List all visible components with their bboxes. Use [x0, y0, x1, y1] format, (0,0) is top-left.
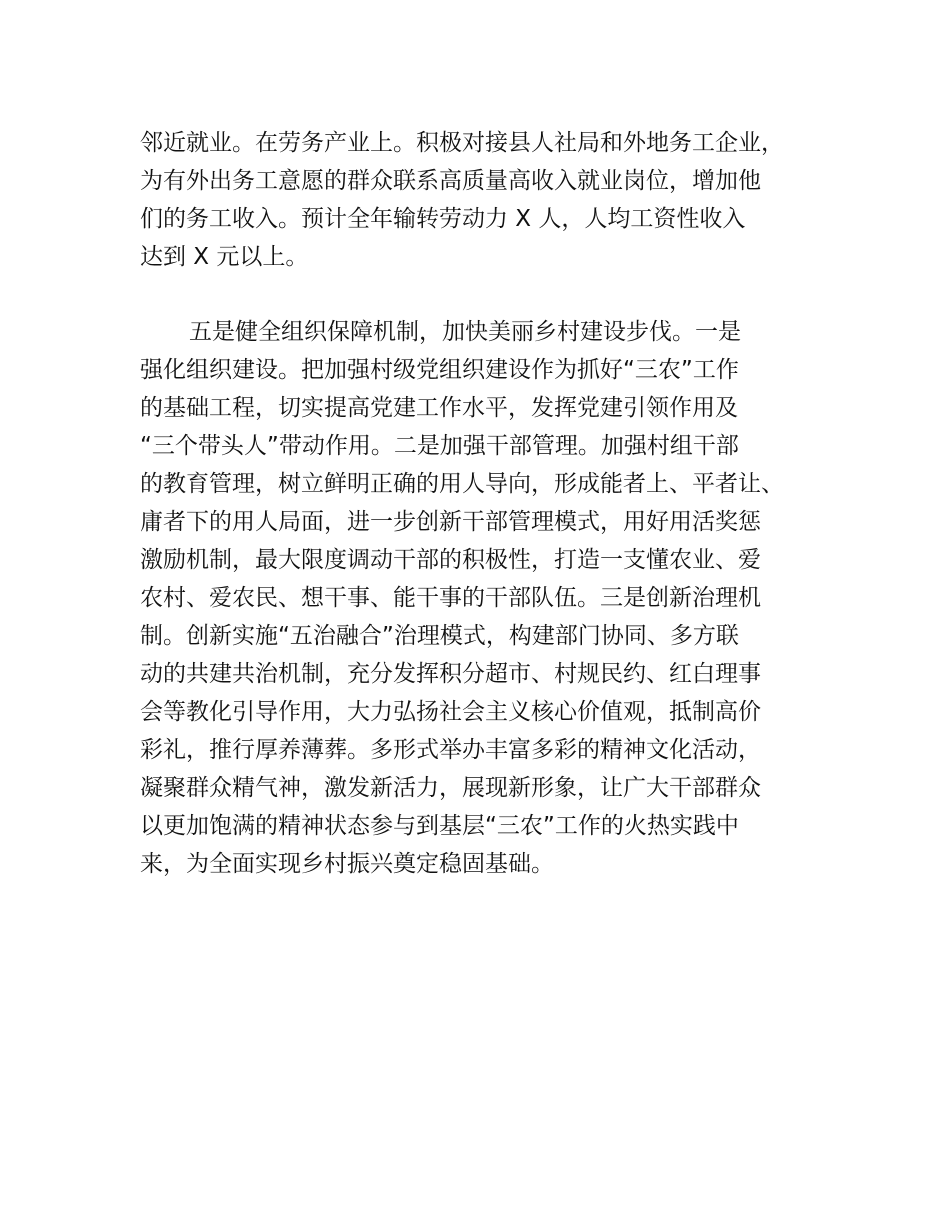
text-line: 凝聚群众精气神，激发新活力，展现新形象，让广大干部群众 [140, 775, 761, 801]
text-line: 邻近就业。在劳务产业上。积极对接县人社局和外地务工企业， [140, 130, 784, 156]
text-line: 为有外出务工意愿的群众联系高质量高收入就业岗位，增加他 [140, 168, 761, 194]
text-line: 的基础工程，切实提高党建工作水平，发挥党建引领作用及 [140, 395, 738, 421]
text-line: 彩礼，推行厚养薄葬。多形式举办丰富多彩的精神文化活动， [140, 737, 761, 763]
text-line: 以更加饱满的精神状态参与到基层“三农”工作的火热实践中 [140, 813, 739, 839]
text-line: 的教育管理，树立鲜明正确的用人导向，形成能者上、平者让、 [140, 471, 784, 497]
text-line: 庸者下的用人局面，进一步创新干部管理模式，用好用活奖惩 [140, 509, 761, 535]
text-line: 制。创新实施“五治融合”治理模式，构建部门协同、多方联 [140, 623, 739, 649]
text-line: 会等教化引导作用，大力弘扬社会主义核心价值观，抵制高价 [140, 699, 761, 725]
text-line: 强化组织建设。把加强村级党组织建设作为抓好“三农”工作 [140, 357, 739, 383]
text-line: 五是健全组织保障机制，加快美丽乡村建设步伐。一是 [189, 319, 741, 345]
text-line: 激励机制，最大限度调动干部的积极性，打造一支懂农业、爱 [140, 547, 761, 573]
text-line: 达到 X 元以上。 [140, 244, 309, 270]
text-line: “三个带头人”带动作用。二是加强干部管理。加强村组干部 [140, 433, 739, 459]
text-line: 动的共建共治机制，充分发挥积分超市、村规民约、红白理事 [140, 661, 761, 687]
text-line: 农村、爱农民、想干事、能干事的干部队伍。三是创新治理机 [140, 585, 761, 611]
paragraph-employment [140, 124, 840, 276]
text-line: 们的务工收入。预计全年输转劳动力 X 人，人均工资性收入 [140, 206, 746, 232]
text-line: 来，为全面实现乡村振兴奠定稳固基础。 [140, 851, 554, 877]
paragraph-organization [140, 313, 840, 883]
